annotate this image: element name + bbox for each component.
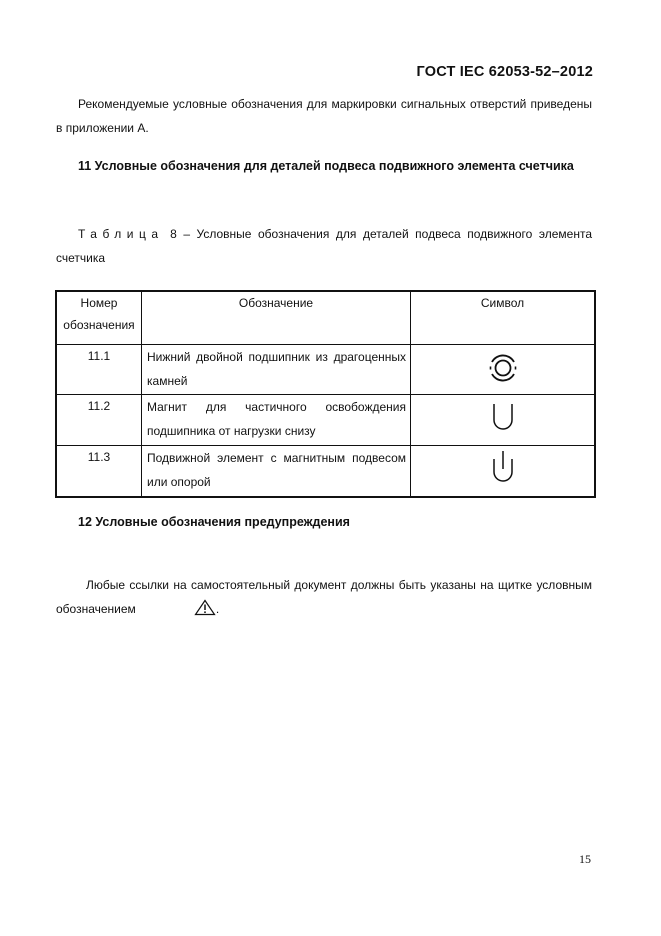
magnet-bottom-support-icon (491, 401, 515, 431)
header-designation: Обозначение (142, 291, 411, 345)
table-caption-lead: Таблица (78, 227, 164, 241)
document-code: ГОСТ IEC 62053-52–2012 (416, 64, 593, 80)
warning-paragraph (56, 573, 592, 624)
table-row (56, 395, 595, 446)
warning-period: . (215, 602, 220, 616)
row-designation: Магнит для частичного освобождения подшипника от нагрузки снизу (142, 395, 411, 446)
warning-text: Любые ссылки на самостоятельный документ должны быть указаны на щитке условным обозначением (56, 578, 592, 616)
section-12-heading: 12 Условные обозначения предупреждения (78, 515, 350, 529)
symbols-table (55, 290, 596, 498)
magnetic-suspension-icon (491, 449, 515, 483)
row-symbol (411, 345, 596, 395)
intro-paragraph: Рекомендуемые условные обозначения для маркировки сигнальных отверстий приведены в приложении А. (56, 97, 592, 135)
warning-triangle-icon (164, 599, 216, 624)
row-symbol (411, 446, 596, 498)
row-designation: Подвижной элемент с магнитным подвесом или опорой (142, 446, 411, 498)
row-number: 11.1 (56, 345, 142, 395)
header-number: Номер обозначения (56, 291, 142, 345)
table-header-row (56, 291, 595, 345)
table-row (56, 345, 595, 395)
row-number: 11.2 (56, 395, 142, 446)
double-jewel-bearing-icon (486, 351, 520, 385)
row-symbol (411, 395, 596, 446)
table-caption-text: 8 – Условные обозначения для деталей подвеса подвижного элемента счетчика (56, 227, 592, 265)
page-number: 15 (579, 852, 591, 866)
row-designation: Нижний двойной подшипник из драгоценных камней (142, 345, 411, 395)
section-11-heading: 11 Условные обозначения для деталей подвеса подвижного элемента счетчика (78, 159, 574, 173)
table-caption (56, 222, 592, 270)
table-row (56, 446, 595, 498)
row-number: 11.3 (56, 446, 142, 498)
header-symbol: Символ (411, 291, 596, 345)
